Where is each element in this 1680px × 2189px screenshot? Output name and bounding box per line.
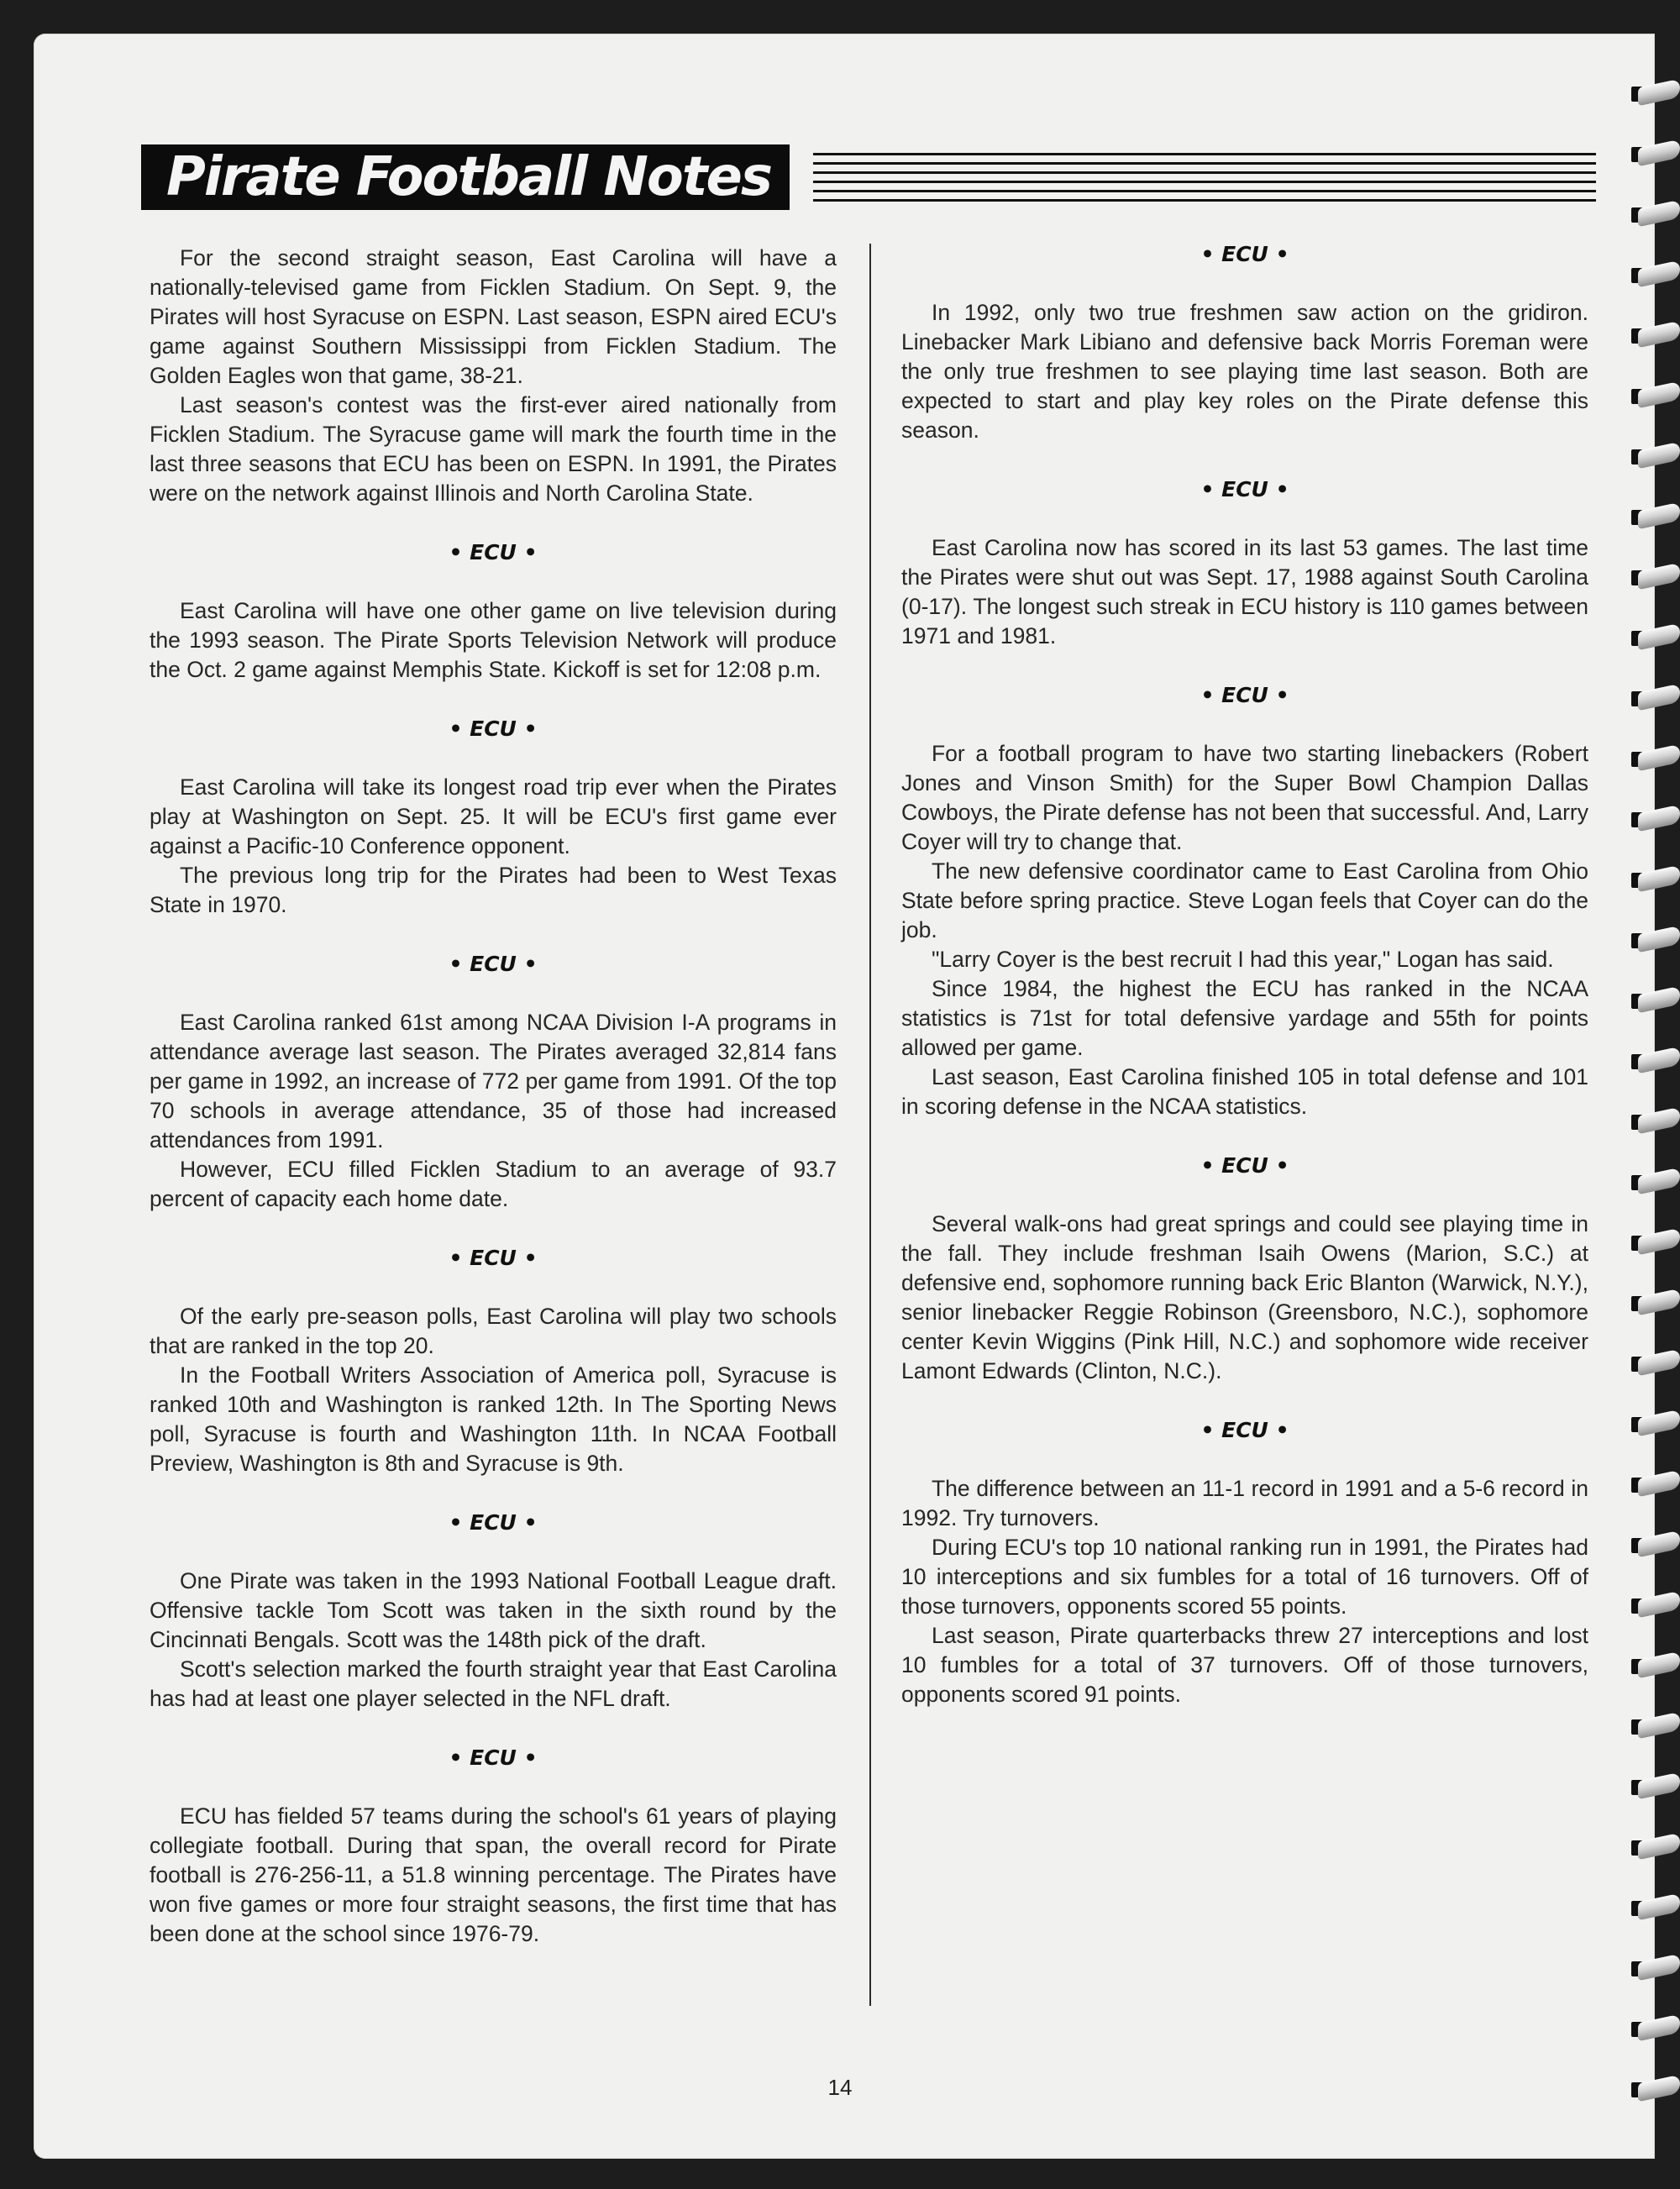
spiral-loop (1631, 1350, 1680, 1378)
note-paragraph: For a football program to have two starting linebackers (Robert Jones and Vinson Smith) for the Super Bowl Champion Dallas Cowboys, the Pirate defense has not been that successful. And, Larry Coyer will try to change that. (901, 741, 1588, 854)
spiral-loop (1631, 1471, 1680, 1499)
note-paragraph: East Carolina will take its longest road trip ever when the Pirates play at Washington on Sept. 25. It will be ECU's first game ever against a Pacific-10 Conference opponent. (150, 774, 837, 858)
spiral-loop (1631, 80, 1680, 108)
note-paragraph: East Carolina now has scored in its last 53 games. The last time the Pirates were shut out was Sept. 17, 1988 against South Carolina (0-17). The longest such streak in ECU history is 110 games between 1971 and 1981. (901, 535, 1588, 648)
spiral-loop (1631, 1229, 1680, 1257)
note-paragraph: "Larry Coyer is the best recruit I had this year," Logan has said. (932, 947, 1554, 972)
note-block (901, 1474, 1588, 1709)
ecu-separator: • ECU • (1200, 1153, 1289, 1178)
ecu-separator: • ECU • (1200, 477, 1289, 501)
note-block (150, 1802, 837, 1949)
spiral-loop (1631, 1410, 1680, 1439)
note-paragraph: The previous long trip for the Pirates had been to West Texas State in 1970. (150, 863, 837, 917)
note-paragraph: Since 1984, the highest the ECU has ranked in the NCAA statistics is 71st for total defensive yardage and 55th for points allowed per game. (901, 976, 1588, 1060)
spiral-loop (1631, 201, 1680, 229)
note-paragraph: East Carolina will have one other game on live television during the 1993 season. The Pirate Sports Television Network will produce the Oct. 2 game against Memphis State. Kickoff is set for 12:08 p.m. (150, 598, 837, 682)
spiral-loop (1631, 382, 1680, 411)
page-header (141, 144, 1596, 210)
ecu-separator: • ECU • (449, 717, 538, 741)
spiral-loop (1631, 1834, 1680, 1862)
note-block (901, 533, 1588, 651)
spiral-loop (1631, 927, 1680, 955)
spiral-loop (1631, 1652, 1680, 1681)
ecu-separator: • ECU • (449, 1745, 538, 1770)
spiral-loop (1631, 443, 1680, 471)
ecu-separator: • ECU • (1200, 242, 1289, 266)
spiral-loop (1631, 2015, 1680, 2044)
column-divider (869, 244, 871, 2006)
note-block (150, 1567, 837, 1714)
spiral-loop (1631, 745, 1680, 774)
spiral-loop (1631, 1955, 1680, 1983)
spiral-loop (1631, 1108, 1680, 1136)
note-paragraph: The difference between an 11-1 record in 1991 and a 5-6 record in 1992. Try turnovers. (901, 1476, 1588, 1530)
note-paragraph: East Carolina ranked 61st among NCAA Division I-A programs in attendance average last season. The Pirates averaged 32,814 fans per game in 1992, an increase of 772 per game from 1991. Of the top 70 schools in average attendance, 35 of those had increased attendances from 1991. (150, 1010, 837, 1152)
title-rules (813, 153, 1596, 202)
spiral-loop (1631, 1168, 1680, 1197)
note-block (901, 298, 1588, 445)
note-paragraph: Of the early pre-season polls, East Carolina will play two schools that are ranked in the top 20. (150, 1304, 837, 1358)
spiral-loop (1631, 685, 1680, 713)
note-paragraph: In 1992, only two true freshmen saw action on the gridiron. Linebacker Mark Libiano and defensive back Morris Foreman were the only true freshmen to see playing time last season. Both are expected to start and play key roles on the Pirate defense this season. (901, 300, 1588, 443)
note-block (150, 596, 837, 685)
ecu-separator: • ECU • (1200, 683, 1289, 707)
note-block (150, 1302, 837, 1478)
spiral-loop (1631, 1047, 1680, 1076)
spiral-loop (1631, 322, 1680, 350)
ecu-separator: • ECU • (1200, 1418, 1289, 1442)
ecu-separator: • ECU • (449, 1246, 538, 1270)
note-paragraph: Last season, East Carolina finished 105 in total defense and 101 in scoring defense in the NCAA statistics. (901, 1064, 1588, 1119)
note-paragraph: For the second straight season, East Carolina will have a nationally-televised game from Ficklen Stadium. On Sept. 9, the Pirates will host Syracuse on ESPN. Last season, ESPN aired ECU's game against Southern Mississippi from Ficklen Stadium. The Golden Eagles won that game, 38-21. (150, 245, 837, 388)
note-paragraph: Several walk-ons had great springs and could see playing time in the fall. They include freshman Isaih Owens (Marion, S.C.) at defensive end, sophomore running back Eric Blanton (Warwick, N.Y.), senior linebacker Reggie Robinson (Greensboro, N.C.), sophomore center Kevin Wiggins (Pink Hill, N.C.) and sophomore wide receiver Lamont Edwards (Clinton, N.C.). (901, 1211, 1588, 1383)
ecu-separator: • ECU • (449, 952, 538, 976)
spiral-loop (1631, 1773, 1680, 1802)
title-banner (141, 144, 790, 210)
spiral-loop (1631, 866, 1680, 895)
note-paragraph: In the Football Writers Association of America poll, Syracuse is ranked 10th and Washington is ranked 12th. In The Sporting News poll, Syracuse is fourth and Washington 11th. In NCAA Football Preview, Washington is 8th and Syracuse is 9th. (150, 1362, 837, 1476)
spiral-loop (1631, 1289, 1680, 1318)
spiral-loop (1631, 1894, 1680, 1923)
page-number: 14 (827, 2075, 853, 2100)
note-paragraph: Last season, Pirate quarterbacks threw 27 interceptions and lost 10 fumbles for a total of 37 turnovers. Off of those turnovers, opponents scored 91 points. (901, 1623, 1588, 1707)
spiral-loop (1631, 987, 1680, 1016)
note-paragraph: Scott's selection marked the fourth straight year that East Carolina has had at least one player selected in the NFL draft. (150, 1656, 837, 1711)
note-block (150, 773, 837, 920)
spiral-loop (1631, 261, 1680, 290)
spiral-loop (1631, 1531, 1680, 1560)
note-block (901, 1210, 1588, 1386)
spiral-loop (1631, 806, 1680, 834)
note-block (150, 244, 837, 508)
note-paragraph: The new defensive coordinator came to East Carolina from Ohio State before spring practice. Steve Logan feels that Coyer can do the job. (901, 858, 1588, 942)
spiral-loop (1631, 624, 1680, 653)
note-paragraph: One Pirate was taken in the 1993 National Football League draft. Offensive tackle Tom Scott was taken in the sixth round by the Cincinnati Bengals. Scott was the 148th pick of the draft. (150, 1568, 837, 1652)
note-paragraph: However, ECU filled Ficklen Stadium to an average of 93.7 percent of capacity each home date. (150, 1157, 837, 1211)
spiral-loop (1631, 2076, 1680, 2104)
note-paragraph: Last season's contest was the first-ever aired nationally from Ficklen Stadium. The Syracuse game will mark the fourth time in the last three seasons that ECU has been on ESPN. In 1991, the Pirates were on the network against Illinois and North Carolina State. (150, 392, 837, 506)
note-paragraph: During ECU's top 10 national ranking run in 1991, the Pirates had 10 interceptions and six fumbles for a total of 16 turnovers. Off of those turnovers, opponents scored 55 points. (901, 1535, 1588, 1619)
note-paragraph: ECU has fielded 57 teams during the school's 61 years of playing collegiate football. During that span, the overall record for Pirate football is 276-256-11, a 51.8 winning percentage. The Pirates have won five games or more four straight seasons, the first time that has been done at the school since 1976-79. (150, 1803, 837, 1946)
spiral-loop (1631, 503, 1680, 532)
page-title: Pirate Football Notes (166, 146, 771, 208)
spiral-loop (1631, 140, 1680, 169)
spiral-loop (1631, 1592, 1680, 1620)
spiral-loop (1631, 1713, 1680, 1741)
ecu-separator: • ECU • (449, 1510, 538, 1535)
left-column (150, 244, 837, 1949)
note-block (150, 1008, 837, 1214)
right-column (901, 239, 1588, 1709)
spiral-loop (1631, 564, 1680, 592)
note-block (901, 739, 1588, 1121)
ecu-separator: • ECU • (449, 540, 538, 564)
